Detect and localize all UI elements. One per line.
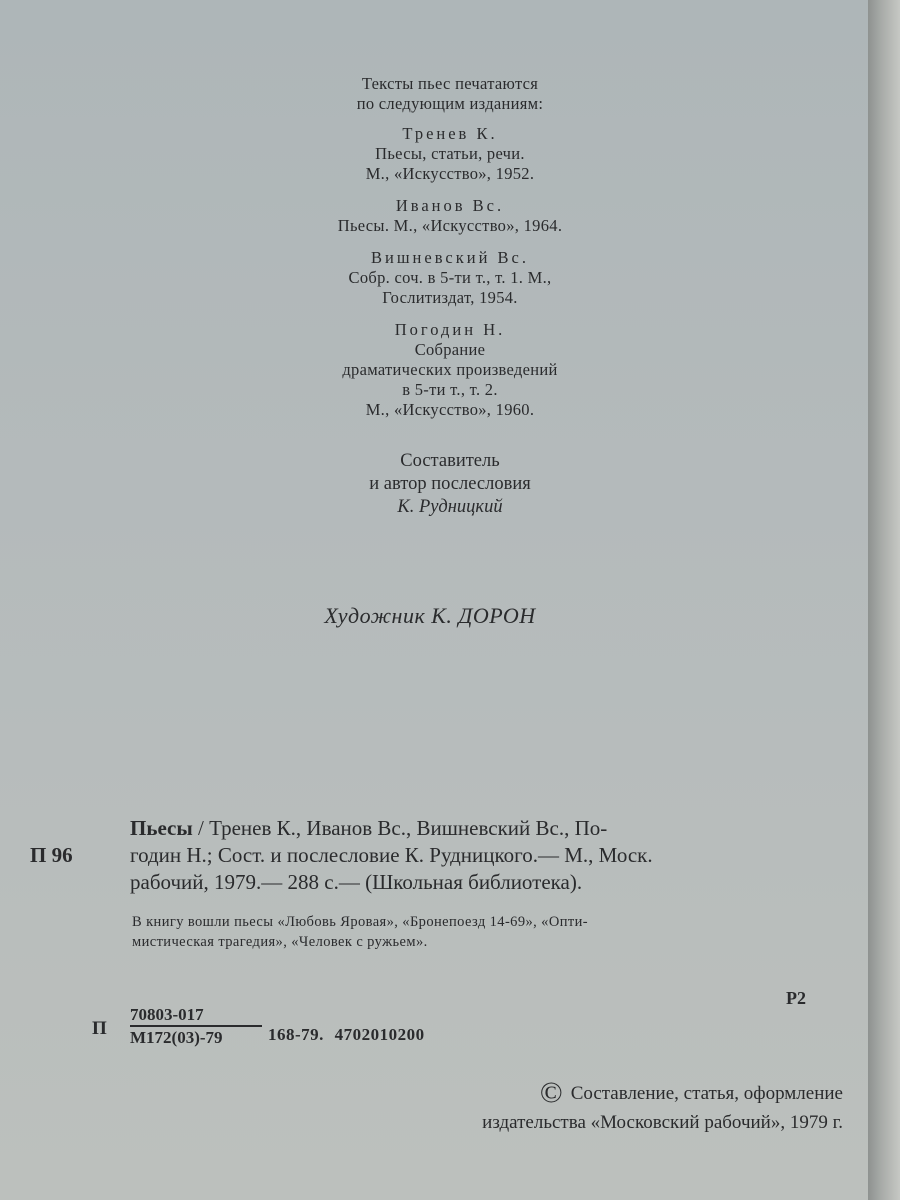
sources-block — [240, 74, 660, 432]
annotation-line1: В книгу вошли пьесы «Любовь Яровая», «Бронепоезд 14-69», «Опти- — [132, 914, 588, 930]
fraction-numerator: 70803-017 — [130, 1004, 262, 1027]
copyright-line2: издательства «Московский рабочий», 1979 г. — [482, 1112, 843, 1133]
biblio-line1 — [130, 815, 842, 842]
source-author: Иванов Вс. — [395, 196, 505, 215]
compiler-line2: и автор послесловия — [369, 474, 531, 494]
sources-heading — [240, 74, 660, 114]
source-publisher: Гослитиздат, 1954. — [382, 288, 518, 307]
source-title: Пьесы, статьи, речи. — [375, 144, 525, 163]
source-title: Собрание — [414, 340, 486, 359]
compiler-name: К. Рудницкий — [397, 497, 503, 517]
annotation — [132, 912, 837, 952]
bbk-code: Р2 — [786, 988, 806, 1008]
copyright-text: Составление, статья, оформление — [570, 1083, 843, 1104]
source-author: Вишневский Вс. — [371, 248, 529, 267]
source-publisher: М., «Искусство», 1952. — [365, 164, 535, 183]
classification-fraction — [130, 1004, 262, 1048]
library-index-code: П 96 — [30, 843, 73, 867]
source-entry-pogodin — [240, 320, 660, 420]
compiler-line1: Составитель — [400, 451, 500, 471]
source-publisher: М., «Искусство», 1960. — [365, 400, 535, 419]
annotation-line2: мистическая трагедия», «Человек с ружьем». — [132, 934, 428, 950]
source-author: Погодин Н. — [394, 320, 506, 339]
source-publisher: Пьесы. М., «Искусство», 1964. — [337, 216, 563, 235]
sources-heading-line2: по следующим изданиям: — [356, 94, 544, 113]
copyright-icon: © — [539, 1076, 563, 1109]
compiler-block — [260, 450, 640, 519]
source-title: Собр. соч. в 5-ти т., т. 1. М., — [348, 268, 552, 287]
book-title: Пьесы — [130, 816, 193, 840]
source-title: в 5-ти т., т. 2. — [402, 380, 498, 399]
source-title: драматических произведений — [342, 360, 558, 379]
source-author: Тренев К. — [402, 124, 498, 143]
copyright-notice — [338, 1078, 843, 1137]
source-entry-vishnevsky — [240, 248, 660, 308]
fraction-denominator: М172(03)-79 — [130, 1028, 223, 1047]
biblio-line3: рабочий, 1979.— 288 с.— (Школьная библиотека). — [130, 870, 583, 894]
copyright-line1 — [338, 1078, 843, 1108]
sources-heading-line1: Тексты пьес печатаются — [361, 74, 539, 93]
bibliographic-record — [130, 815, 842, 896]
biblio-line2: годин Н.; Сост. и послесловие К. Рудницкого.— М., Моск. — [130, 843, 653, 867]
page-edge — [868, 0, 900, 1200]
artist-credit: Художник К. ДОРОН — [324, 603, 536, 628]
source-entry-trenev — [240, 124, 660, 184]
biblio-authors: / Тренев К., Иванов Вс., Вишневский Вс., По- — [192, 816, 608, 840]
source-entry-ivanov — [240, 196, 660, 236]
classification-number: 168-79. 4702010200 — [268, 1025, 425, 1044]
classification-letter: П — [92, 1018, 107, 1039]
